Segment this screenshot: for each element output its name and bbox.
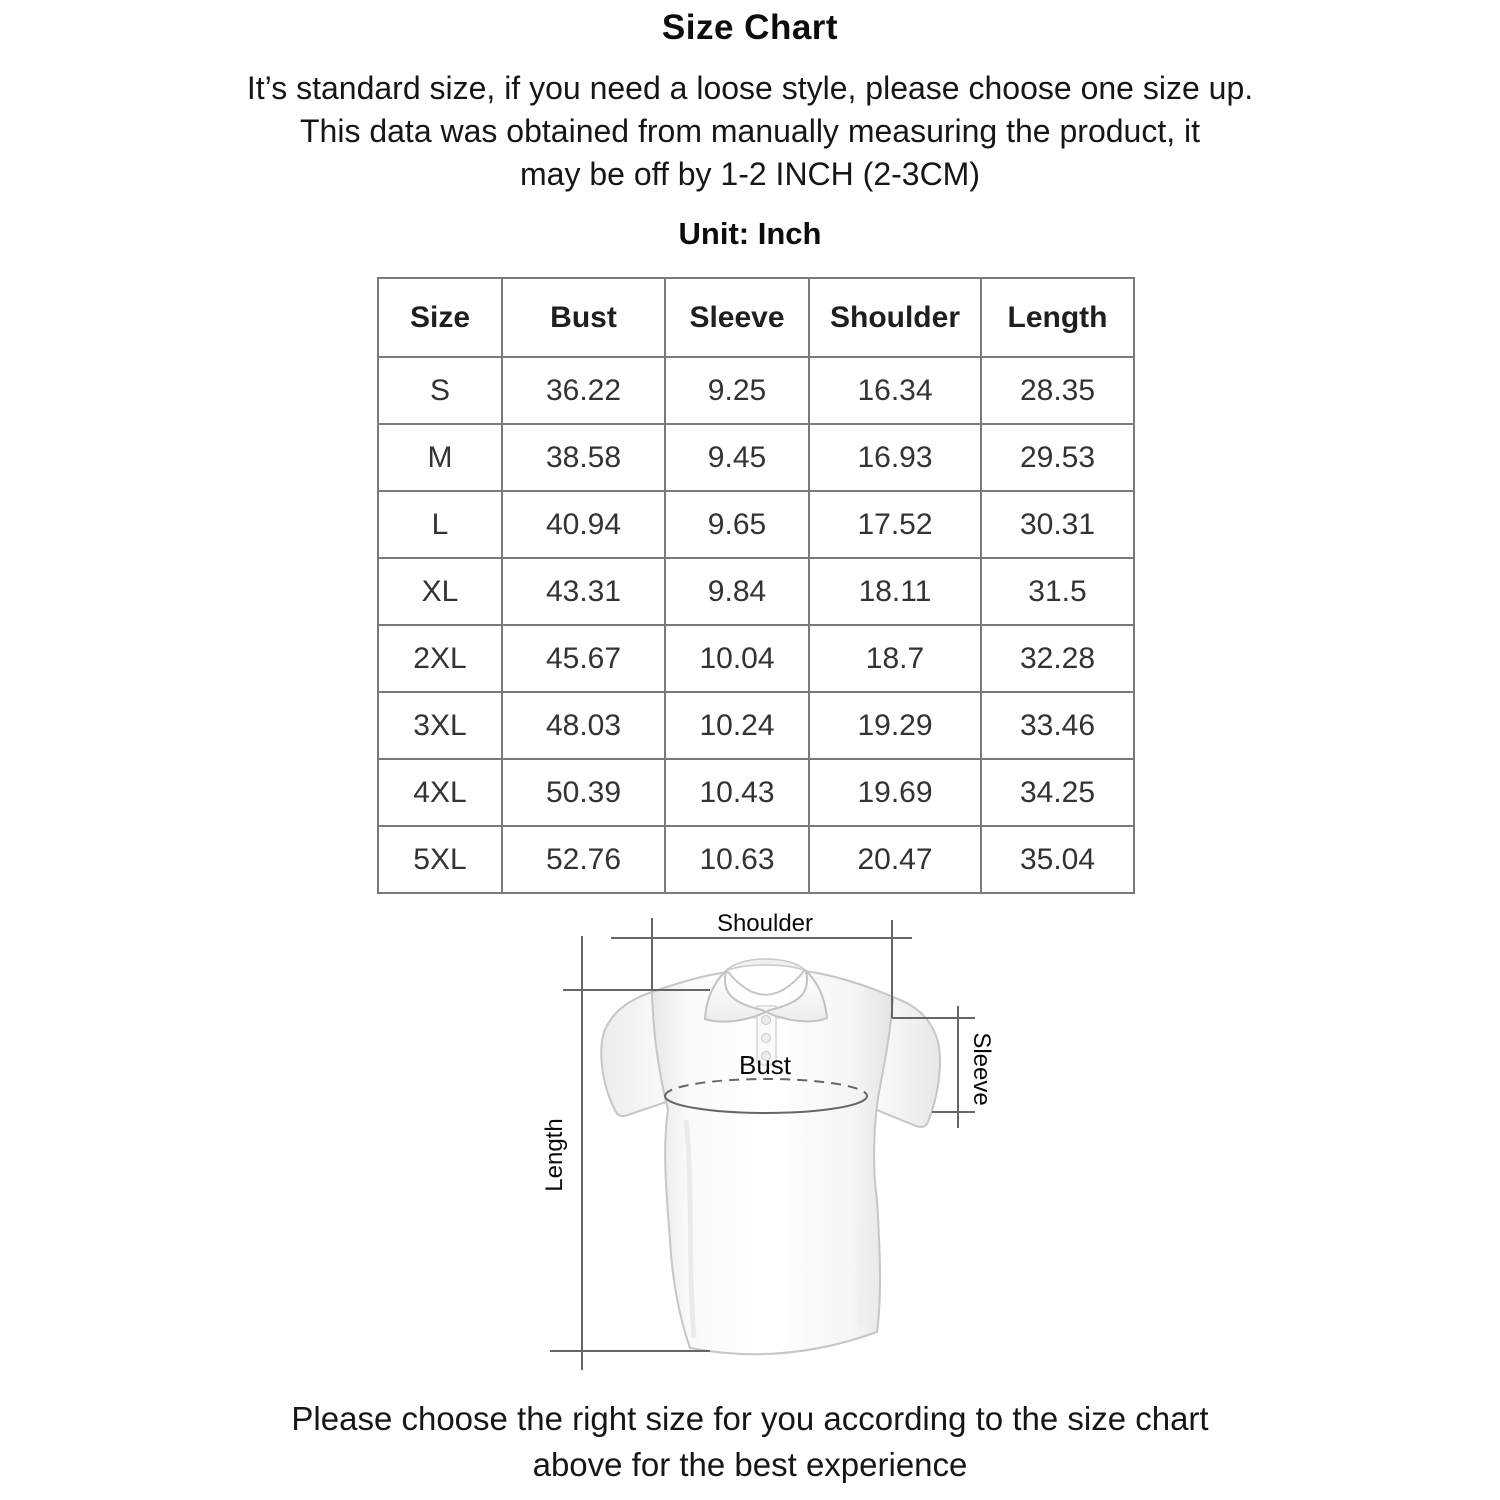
cell-bust: 45.67 [502,625,665,692]
cell-length: 34.25 [981,759,1134,826]
cell-size: M [378,424,502,491]
cell-bust: 48.03 [502,692,665,759]
cell-shoulder: 17.52 [809,491,981,558]
table-header-row [378,278,1134,357]
size-note-line-2: This data was obtained from manually measuring the product, it [299,113,1200,149]
column-header-size: Size [378,278,502,357]
collar-back [726,959,806,971]
table-row [378,491,1134,558]
size-note-line-3: may be off by 1-2 INCH (2-3CM) [520,156,980,192]
cell-sleeve: 9.25 [665,357,809,424]
table-row [378,357,1134,424]
cell-sleeve: 10.24 [665,692,809,759]
footer-line-2: above for the best experience [532,1446,968,1483]
cell-size: 5XL [378,826,502,893]
cell-bust: 43.31 [502,558,665,625]
shoulder-label: Shoulder [716,910,814,937]
button-1 [762,1016,771,1025]
cell-shoulder: 19.29 [809,692,981,759]
cell-shoulder: 19.69 [809,759,981,826]
cell-length: 31.5 [981,558,1134,625]
cell-size: XL [378,558,502,625]
cell-size: 2XL [378,625,502,692]
table-row [378,424,1134,491]
cell-length: 29.53 [981,424,1134,491]
cell-bust: 52.76 [502,826,665,893]
table-row [378,558,1134,625]
cell-length: 28.35 [981,357,1134,424]
cell-shoulder: 18.7 [809,625,981,692]
footer-line-1: Please choose the right size for you according to the size chart [291,1400,1209,1437]
cell-shoulder: 18.11 [809,558,981,625]
table-row [378,759,1134,826]
page-title: Size Chart [661,8,839,47]
cell-sleeve: 9.65 [665,491,809,558]
cell-length: 35.04 [981,826,1134,893]
length-label: Length [541,1118,568,1192]
measurement-diagram [500,900,1050,1390]
cell-size: 3XL [378,692,502,759]
size-table [377,277,1135,894]
cell-sleeve: 9.45 [665,424,809,491]
table-row [378,826,1134,893]
cell-bust: 40.94 [502,491,665,558]
cell-length: 33.46 [981,692,1134,759]
cell-size: 4XL [378,759,502,826]
cell-bust: 38.58 [502,424,665,491]
unit-label: Unit: Inch [678,216,822,251]
polo-shirt-illustration [601,959,940,1354]
column-header-shoulder: Shoulder [809,278,981,357]
sleeve-label: Sleeve [968,1032,995,1106]
cell-size: L [378,491,502,558]
cell-length: 32.28 [981,625,1134,692]
button-2 [762,1034,771,1043]
footer-note [0,1396,1500,1488]
cell-length: 30.31 [981,491,1134,558]
cell-sleeve: 10.43 [665,759,809,826]
table-row [378,692,1134,759]
column-header-length: Length [981,278,1134,357]
size-note [0,67,1500,196]
cell-bust: 50.39 [502,759,665,826]
column-header-bust: Bust [502,278,665,357]
bust-label: Bust [738,1050,792,1080]
cell-shoulder: 16.93 [809,424,981,491]
cell-sleeve: 9.84 [665,558,809,625]
size-note-line-1: It’s standard size, if you need a loose style, please choose one size up. [246,70,1254,106]
cell-sleeve: 10.63 [665,826,809,893]
cell-shoulder: 16.34 [809,357,981,424]
table-row [378,625,1134,692]
cell-sleeve: 10.04 [665,625,809,692]
column-header-sleeve: Sleeve [665,278,809,357]
cell-shoulder: 20.47 [809,826,981,893]
cell-size: S [378,357,502,424]
cell-bust: 36.22 [502,357,665,424]
